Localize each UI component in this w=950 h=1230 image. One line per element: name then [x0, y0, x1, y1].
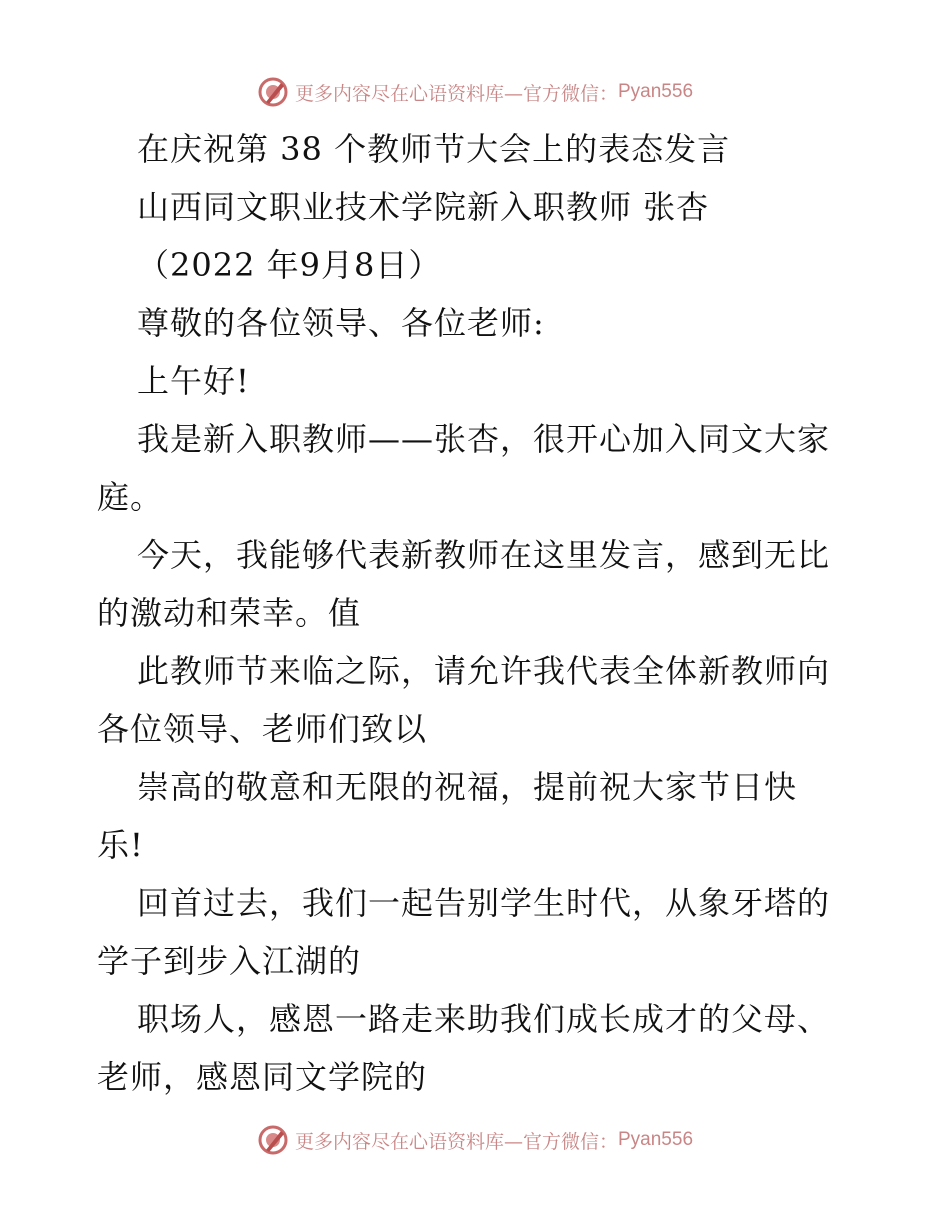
watermark-id: Pyan556: [618, 81, 694, 102]
body-line: 崇高的敬意和无限的祝福，提前祝大家节日快: [137, 768, 798, 806]
pen-logo-icon: [257, 76, 289, 108]
body-line: 回首过去，我们一起告别学生时代，从象牙塔的: [137, 884, 831, 922]
pen-logo-icon: [257, 1124, 289, 1156]
watermark-text: 更多内容尽在心语资料库—官方微信：: [294, 1130, 618, 1153]
document-body: [97, 120, 857, 1106]
body-line: 今天，我能够代表新教师在这里发言，感到无比: [137, 536, 831, 574]
body-line: 庭。: [97, 478, 164, 516]
salutation-line: 尊敬的各位领导、各位老师:: [137, 304, 545, 342]
body-line: 学子到步入江湖的: [97, 942, 362, 980]
greeting-line: 上午好!: [137, 362, 250, 400]
body-line: 此教师节来临之际，请允许我代表全体新教师向: [137, 652, 831, 690]
date-line: （2022 年9月8日）: [137, 246, 442, 284]
body-line: 乐!: [97, 826, 144, 864]
body-line: 我是新入职教师——张杏，很开心加入同文大家: [137, 420, 831, 458]
body-line: 老师，感恩同文学院的: [97, 1058, 428, 1096]
watermark-id: Pyan556: [618, 1129, 694, 1150]
title-line: 在庆祝第 38 个教师节大会上的表态发言: [137, 130, 731, 168]
body-line: 的激动和荣幸。值: [97, 594, 362, 632]
watermark-text: 更多内容尽在心语资料库—官方微信：: [294, 82, 618, 105]
body-line: 职场人，感恩一路走来助我们成长成才的父母、: [137, 1000, 831, 1038]
watermark-banner-bottom: [0, 1120, 950, 1160]
body-line: 各位领导、老师们致以: [97, 710, 428, 748]
watermark-banner-top: [0, 72, 950, 112]
author-line: 山西同文职业技术学院新入职教师 张杏: [137, 188, 710, 226]
